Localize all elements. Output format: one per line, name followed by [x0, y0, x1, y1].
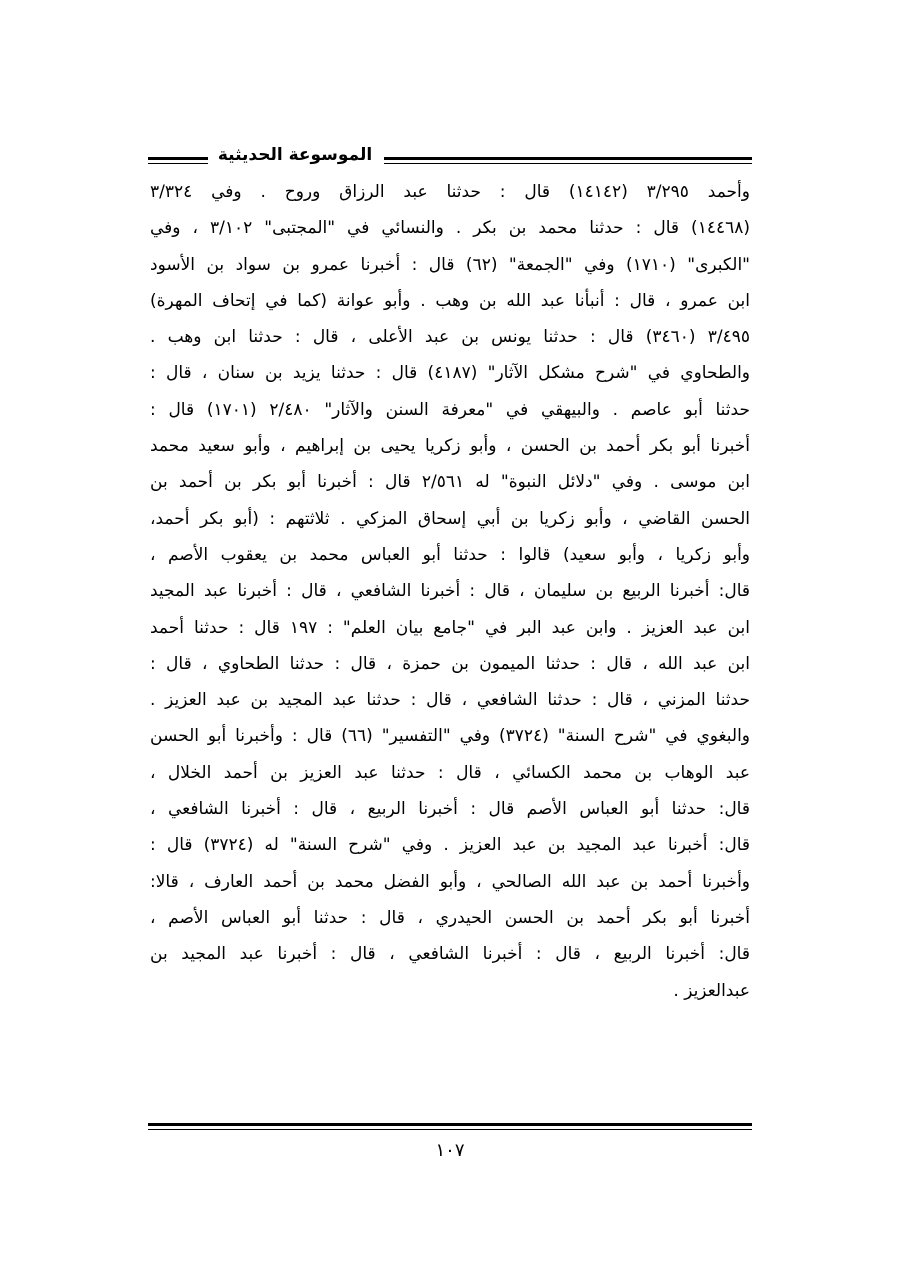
page-header [148, 140, 752, 170]
text-line: وأخبرنا أحمد بن عبد الله الصالحي ، وأبو الفضل محمد بن أحمد العارف ، قالا: [150, 871, 750, 892]
text-line: الحسن القاضي ، وأبو زكريا بن أبي إسحاق المزكي . ثلاثتهم : (أبو بكر أحمد، [150, 508, 750, 529]
text-line: والطحاوي في "شرح مشكل الآثار" (٤١٨٧) قال : حدثنا يزيد بن سنان ، قال : [150, 363, 750, 384]
text-line: ابن عمرو ، قال : أنبأنا عبد الله بن وهب . وأبو عوانة (كما في إتحاف المهرة) [150, 290, 750, 311]
body-text [150, 174, 750, 1009]
text-line: ٣/٤٩٥ (٣٤٦٠) قال : حدثنا يونس بن عبد الأعلى ، قال : حدثنا ابن وهب . [150, 327, 750, 348]
text-line: حدثنا المزني ، قال : حدثنا الشافعي ، قال : حدثنا عبد المجيد بن عبد العزيز . [150, 690, 750, 711]
text-line: ابن عبد العزيز . وابن عبد البر في "جامع بيان العلم" : ١٩٧ قال : حدثنا أحمد [150, 617, 750, 638]
text-line: "الكبرى" (١٧١٠) وفي "الجمعة" (٦٢) قال : أخبرنا عمرو بن سواد بن الأسود [150, 254, 750, 275]
text-line: قال: أخبرنا الربيع بن سليمان ، قال : أخبرنا الشافعي ، قال : أخبرنا عبد المجيد [150, 581, 750, 602]
page-number: ١٠٧ [435, 1140, 465, 1161]
text-line: قال: أخبرنا الربيع ، قال : أخبرنا الشافعي ، قال : أخبرنا عبد المجيد بن [150, 944, 750, 965]
text-line: أخبرنا أبو بكر أحمد بن الحسن ، وأبو زكريا يحيى بن إبراهيم ، وأبو سعيد محمد [150, 436, 750, 457]
text-line: قال: أخبرنا عبد المجيد بن عبد العزيز . وفي "شرح السنة" له (٣٧٢٤) قال : [150, 835, 750, 856]
page-title: الموسوعة الحديثية [217, 145, 373, 165]
text-line: وأبو زكريا ، وأبو سعيد) قالوا : حدثنا أبو العباس محمد بن يعقوب الأصم ، [150, 544, 750, 565]
text-line: عبد الوهاب بن محمد الكسائي ، قال : حدثنا عبد العزيز بن أحمد الخلال ، [150, 762, 750, 783]
text-line: ابن عبد الله ، قال : حدثنا الميمون بن حمزة ، قال : حدثنا الطحاوي ، قال : [150, 653, 750, 674]
footer-rule [148, 1123, 752, 1130]
text-line: (١٤٤٦٨) قال : حدثنا محمد بن بكر . والنسائي في "المجتبى" ٣/١٠٢ ، وفي [150, 218, 750, 239]
header-rule-right [384, 157, 752, 164]
text-line: والبغوي في "شرح السنة" (٣٧٢٤) وفي "التفسير" (٦٦) قال : وأخبرنا أبو الحسن [150, 726, 750, 747]
text-line: قال: حدثنا أبو العباس الأصم قال : أخبرنا الربيع ، قال : أخبرنا الشافعي ، [150, 799, 750, 820]
text-line: وأحمد ٣/٢٩٥ (١٤١٤٢) قال : حدثنا عبد الرزاق وروح . وفي ٣/٣٢٤ [150, 182, 750, 202]
text-line-last: عبدالعزيز . [673, 980, 750, 1001]
header-rule-left [148, 157, 208, 164]
text-line: ابن موسى . وفي "دلائل النبوة" له ٢/٥٦١ قال : أخبرنا أبو بكر بن أحمد بن [150, 472, 750, 493]
text-line: حدثنا أبو عاصم . والبيهقي في "معرفة السنن والآثار" ٢/٤٨٠ (١٧٠١) قال : [150, 399, 750, 420]
text-line: أخبرنا أبو بكر أحمد بن الحسن الحيدري ، قال : حدثنا أبو العباس الأصم ، [150, 907, 750, 928]
